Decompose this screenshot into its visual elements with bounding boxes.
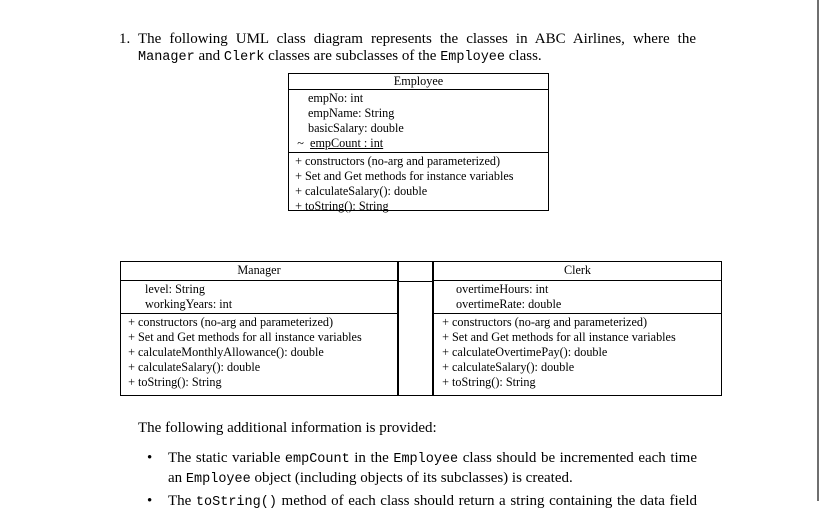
spacer-column bbox=[398, 261, 433, 396]
employee-class-box bbox=[288, 73, 549, 211]
op-text: calculateSalary(): double bbox=[305, 184, 428, 198]
clerk-class-name: Clerk bbox=[434, 262, 721, 281]
clerk-class-box bbox=[433, 261, 722, 396]
employee-operations bbox=[289, 152, 548, 215]
clerk-op bbox=[434, 360, 721, 375]
op-text: calculateMonthlyAllowance(): double bbox=[138, 345, 324, 359]
op-text: Set and Get methods for all instance variables bbox=[138, 330, 362, 344]
text-run: The static variable bbox=[168, 450, 285, 466]
code-empcount: empCount bbox=[284, 452, 350, 467]
clerk-attr-overtimerate: overtimeRate: double bbox=[456, 297, 562, 311]
text-run: object (including objects of its subclasses) is created. bbox=[250, 470, 573, 486]
manager-op bbox=[121, 315, 397, 330]
public-visibility: + bbox=[295, 199, 302, 213]
question-text bbox=[138, 31, 696, 66]
clerk-attributes bbox=[434, 281, 721, 313]
question-mid: classes are subclasses of the bbox=[264, 48, 441, 64]
bullet-dot-icon: • bbox=[147, 450, 153, 466]
question-number: 1. bbox=[119, 31, 131, 47]
manager-op bbox=[121, 330, 397, 345]
op-text: constructors (no-arg and parameterized) bbox=[452, 315, 648, 329]
bullet-2-line-1 bbox=[168, 492, 697, 512]
public-visibility: + bbox=[295, 169, 302, 183]
op-text: Set and Get methods for instance variables bbox=[305, 169, 514, 183]
public-visibility: + bbox=[442, 345, 449, 359]
question-and: and bbox=[194, 48, 224, 64]
op-text: calculateSalary(): double bbox=[452, 360, 575, 374]
public-visibility: + bbox=[128, 375, 135, 389]
text-run: an bbox=[168, 470, 186, 486]
employee-class-name: Employee bbox=[289, 74, 548, 90]
manager-op bbox=[121, 375, 397, 390]
manager-op bbox=[121, 345, 397, 360]
question-end: class. bbox=[505, 48, 542, 64]
info-bullet-list bbox=[147, 449, 697, 512]
manager-attr-workingyears: workingYears: int bbox=[145, 297, 233, 311]
question-line-1: The following UML class diagram represents the classes in ABC Airlines, where the bbox=[138, 31, 696, 47]
question-line-2 bbox=[138, 48, 542, 64]
public-visibility: + bbox=[442, 375, 449, 389]
public-visibility: + bbox=[442, 315, 449, 329]
employee-attr-empno: empNo: int bbox=[308, 91, 364, 105]
text-run: in the bbox=[349, 450, 394, 466]
info-bullet-1 bbox=[147, 449, 697, 489]
manager-attr-level: level: String bbox=[145, 282, 205, 296]
public-visibility: + bbox=[128, 345, 135, 359]
op-text: calculateOvertimePay(): double bbox=[452, 345, 608, 359]
manager-attributes bbox=[121, 281, 397, 313]
public-visibility: + bbox=[128, 330, 135, 344]
code-employee: Employee bbox=[393, 452, 459, 467]
package-visibility: ~ bbox=[297, 136, 304, 150]
text-run: The bbox=[168, 493, 196, 509]
op-text: calculateSalary(): double bbox=[138, 360, 261, 374]
static-attr-empcount: empCount : int bbox=[310, 136, 384, 150]
clerk-operations bbox=[434, 313, 721, 391]
op-text: toString(): String bbox=[305, 199, 389, 213]
op-text: constructors (no-arg and parameterized) bbox=[305, 154, 501, 168]
public-visibility: + bbox=[442, 360, 449, 374]
spacer-header bbox=[399, 262, 432, 282]
op-text: constructors (no-arg and parameterized) bbox=[138, 315, 334, 329]
op-text: toString(): String bbox=[452, 375, 536, 389]
code-employee: Employee bbox=[185, 472, 251, 487]
employee-op bbox=[289, 199, 548, 214]
info-bullet-2 bbox=[147, 492, 697, 512]
employee-attr-empname: empName: String bbox=[308, 106, 395, 120]
public-visibility: + bbox=[295, 184, 302, 198]
op-text: toString(): String bbox=[138, 375, 222, 389]
text-run: method of each class should return a string containing the data field bbox=[276, 493, 697, 509]
clerk-op bbox=[434, 315, 721, 330]
employee-op bbox=[289, 154, 548, 169]
clerk-attr-overtimehours: overtimeHours: int bbox=[456, 282, 549, 296]
public-visibility: + bbox=[128, 315, 135, 329]
public-visibility: + bbox=[442, 330, 449, 344]
op-text: Set and Get methods for all instance variables bbox=[452, 330, 676, 344]
bullet-1-line-1 bbox=[168, 449, 697, 469]
employee-op bbox=[289, 169, 548, 184]
manager-class-box bbox=[120, 261, 398, 396]
clerk-op bbox=[434, 345, 721, 360]
code-employee: Employee bbox=[440, 50, 505, 65]
info-heading: The following additional information is provided: bbox=[138, 420, 437, 436]
code-clerk: Clerk bbox=[223, 50, 265, 65]
code-tostring: toString() bbox=[195, 495, 277, 510]
public-visibility: + bbox=[128, 360, 135, 374]
employee-attr-basicsalary: basicSalary: double bbox=[308, 121, 404, 135]
clerk-op bbox=[434, 330, 721, 345]
manager-op bbox=[121, 360, 397, 375]
employee-attr-empcount bbox=[289, 136, 548, 151]
bullet-1-line-2 bbox=[168, 469, 697, 489]
employee-op bbox=[289, 184, 548, 199]
public-visibility: + bbox=[295, 154, 302, 168]
text-run: class should be incremented each time bbox=[458, 450, 697, 466]
employee-attributes bbox=[289, 90, 548, 152]
manager-class-name: Manager bbox=[121, 262, 397, 281]
manager-operations bbox=[121, 313, 397, 391]
code-manager: Manager bbox=[138, 50, 195, 65]
bullet-dot-icon: • bbox=[147, 493, 153, 509]
clerk-op bbox=[434, 375, 721, 390]
